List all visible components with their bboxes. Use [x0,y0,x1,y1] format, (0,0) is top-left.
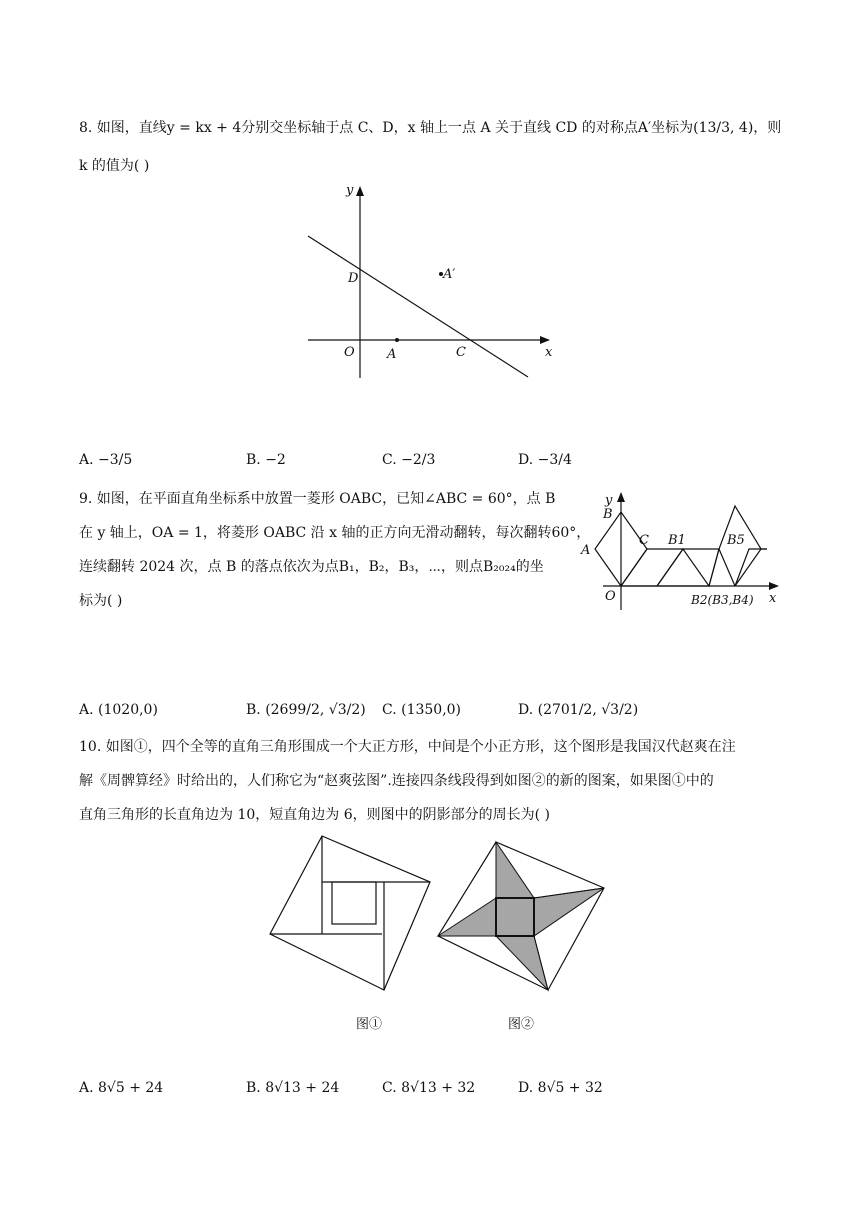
q8-stem-line2: k 的值为( ) [79,158,150,174]
q9-label-b2-b3-b4: B2(B3,B4) [691,593,754,607]
q8-coordinate-figure [300,178,570,388]
q9-stem-line2: 在 y 轴上，OA = 1，将菱形 OABC 沿 x 轴的正方向无滑动翻转，每次翻转60°， [79,525,591,541]
q8-label-o: O [344,345,355,360]
q8-stem-line1: 8. 如图，直线y = kx + 4分别交坐标轴于点 C、D，x 轴上一点 A 关于直线 CD 的对称点A′坐标为(13/3, 4)，则 [79,120,782,136]
q8-option-d[interactable]: D. −3/4 [518,452,572,468]
q9-label-a: A [581,543,591,558]
q9-y-arrow [617,492,625,502]
q10-fig1-outer-square [270,836,430,990]
q9-label-b: B [603,507,613,522]
q8-x-arrow [540,336,550,344]
q8-point-a [395,338,399,342]
q9-label-o: O [605,589,616,604]
q10-fig2-inner-square [496,898,534,936]
q10-zhao-shuang-figures [260,830,620,1040]
q9-option-d[interactable]: D. (2701/2, √3/2) [518,702,639,718]
q9-rhombus-flip-2 [657,549,709,586]
q8-option-a[interactable]: A. −3/5 [79,452,133,468]
q9-x-arrow [769,582,779,590]
q8-label-d: D [348,271,359,286]
q10-fig2-shade-right [534,888,604,936]
q10-stem-line3: 直角三角形的长直角边为 10，短直角边为 6，则图中的阴影部分的周长为( ) [79,807,550,823]
q10-figure-1 [270,836,430,990]
q10-option-c[interactable]: C. 8√13 + 32 [382,1080,476,1096]
q8-label-a-prime: A′ [443,267,456,282]
q9-label-b5: B5 [727,533,745,548]
q9-option-a[interactable]: A. (1020,0) [79,702,158,718]
q9-option-c[interactable]: C. (1350,0) [382,702,462,718]
q9-stem-line4: 标为( ) [79,593,123,609]
q10-stem-line2: 解《周髀算经》时给出的，人们称它为“赵爽弦图”.连接四条线段得到如图②的新的图案，如果图①中的 [79,773,714,789]
q9-label-x: x [769,591,777,606]
q9-stem-line1: 9. 如图，在平面直角坐标系中放置一菱形 OABC，已知∠ABC = 60°，点 B [79,491,556,507]
q9-option-b[interactable]: B. (2699/2, √3/2) [246,702,366,718]
q8-label-a: A [387,347,397,362]
q8-y-arrow [356,186,364,196]
q8-line-cd [308,236,528,377]
q10-fig1-caption: 图① [356,1017,383,1032]
q9-rhombus-flip-5 [719,549,735,586]
q10-figure-2 [438,842,604,990]
q9-rhombus-flip-7 [735,549,767,586]
q10-stem-line1: 10. 如图①，四个全等的直角三角形围成一个大正方形，中间是个小正方形，这个图形是我国汉代赵爽在注 [79,739,736,755]
q8-label-y: y [346,183,354,198]
q9-label-y: y [605,493,613,508]
q9-label-c: C [639,533,649,548]
q8-option-c[interactable]: C. −2/3 [382,452,436,468]
q9-stem-line3: 连续翻转 2024 次，点 B 的落点依次为点B₁，B₂，B₃，⋯，则点B₂₀₂₄的坐 [79,559,544,575]
q10-fig2-shade-left [438,898,496,936]
q10-option-d[interactable]: D. 8√5 + 32 [518,1080,603,1096]
q8-label-c: C [456,345,466,360]
q8-option-b[interactable]: B. −2 [246,452,286,468]
q10-fig1-inner-square [332,882,376,924]
q10-option-a[interactable]: A. 8√5 + 24 [79,1080,164,1096]
q10-option-b[interactable]: B. 8√13 + 24 [246,1080,340,1096]
q9-rhombus-figure [575,488,785,618]
q10-fig2-shade-bottom [496,936,548,990]
q10-fig2-caption: 图② [508,1017,535,1032]
q9-label-b1: B1 [668,533,686,548]
q9-rhombus-flip-1 [621,549,683,586]
q8-label-x: x [545,345,553,360]
